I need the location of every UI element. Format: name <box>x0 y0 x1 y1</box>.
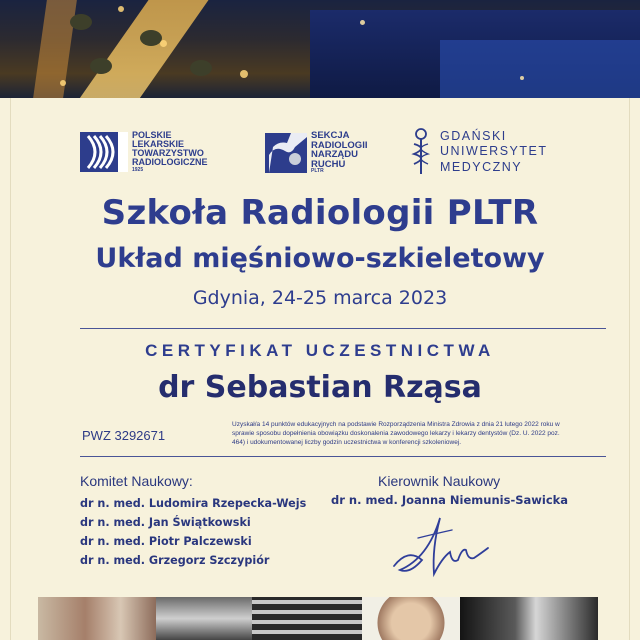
pwz-number: PWZ 3292671 <box>82 428 166 443</box>
committee-list <box>80 497 306 573</box>
header-photo <box>0 0 640 98</box>
committee-member: dr n. med. Piotr Palczewski <box>80 535 252 548</box>
committee-heading: Komitet Naukowy: <box>80 473 193 489</box>
mri-image <box>156 597 252 640</box>
photo-tree <box>140 30 162 46</box>
pltr-logo <box>80 131 208 173</box>
pltr-name <box>132 131 208 173</box>
srn-sub: PLTR <box>311 168 324 174</box>
srn-line: RADIOLOGII <box>311 139 368 151</box>
photo-tree <box>70 14 92 30</box>
photo-light <box>118 6 124 12</box>
committee-member: dr n. med. Jan Świątkowski <box>80 516 251 529</box>
srn-line: SEKCJA <box>311 130 350 141</box>
committee-member: dr n. med. Ludomira Rzepecka-Wejs <box>80 497 307 510</box>
caduceus-icon <box>410 128 432 176</box>
srn-line: NARZĄDU <box>311 149 358 160</box>
gum-line: UNIWERSYTET <box>440 144 548 159</box>
gum-logo <box>410 128 547 176</box>
srn-name <box>311 131 367 174</box>
pltr-year: 1925 <box>132 167 144 173</box>
pltr-line: LEKARSKIE <box>132 139 185 149</box>
pltr-line: POLSKIE <box>132 130 172 140</box>
knee-joint-icon <box>265 133 307 173</box>
srn-logo <box>265 131 367 174</box>
committee-member: dr n. med. Grzegorz Szczypiór <box>80 554 270 567</box>
divider <box>80 328 606 329</box>
bone-xray-image <box>460 597 598 640</box>
photo-building-lights <box>440 40 640 98</box>
photo-light <box>60 80 66 86</box>
photo-tree <box>90 58 112 74</box>
director-name: dr n. med. Joanna Niemunis-Sawicka <box>331 493 569 507</box>
photo-light <box>160 40 167 47</box>
school-title: Szkoła Radiologii PLTR <box>101 193 539 233</box>
pltr-line: TOWARZYSTWO <box>132 148 204 158</box>
divider <box>80 456 606 457</box>
hand-image <box>362 597 460 640</box>
event-location-date: Gdynia, 24-25 marca 2023 <box>192 287 448 309</box>
medical-images-strip <box>38 597 598 640</box>
photo-light <box>520 76 524 80</box>
photo-light <box>360 20 365 25</box>
srn-line: RUCHU <box>311 158 346 170</box>
gum-line: GDAŃSKI <box>440 128 507 143</box>
pltr-emblem-icon <box>80 132 128 172</box>
pltr-line: RADIOLOGICZNE <box>132 157 208 167</box>
certificate-label: CERTYFIKAT UCZESTNICTWA <box>145 341 495 360</box>
gum-line: MEDYCZNY <box>440 159 523 174</box>
spine-xray-image <box>252 597 362 640</box>
course-subtitle: Układ mięśniowo-szkieletowy <box>95 243 545 274</box>
recipient-name: dr Sebastian Rząsa <box>158 370 482 405</box>
gum-name <box>440 129 547 176</box>
points-statement: Uzyskał/a 14 punktów edukacyjnych na podstawie Rozporządzenia Ministra Zdrowia z dnia 21 lutego 2022 roku w sprawie sposobu dopełnienia obowiązku doskonalenia zawodowego lekarzy i lekarzy dentystów (Dz. U. 2022 poz. 464) i udokumentowanej liczby godzin uczestnictwa w konferencji szkoleniowej. <box>232 421 560 446</box>
handwritten-signature <box>388 508 498 582</box>
director-heading: Kierownik Naukowy <box>378 473 501 489</box>
anatomy-image <box>38 597 156 640</box>
photo-tree <box>190 60 212 76</box>
photo-road <box>33 0 77 98</box>
photo-light <box>240 70 248 78</box>
